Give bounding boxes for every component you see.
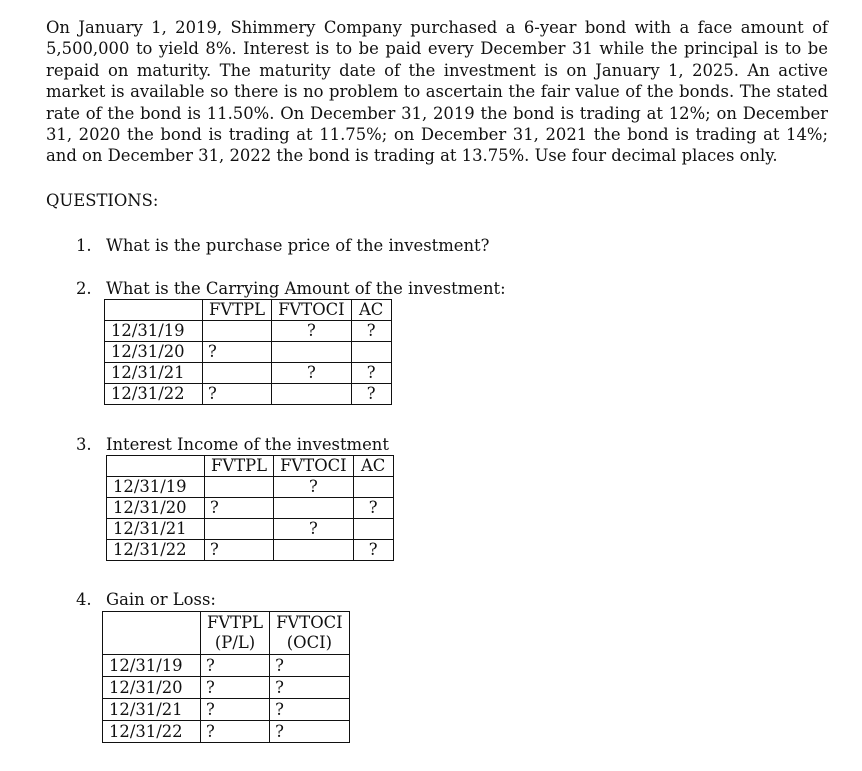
date-cell: 12/31/21: [107, 519, 205, 540]
question-text: What is the Carrying Amount of the investment:: [106, 279, 506, 298]
table-row: [105, 321, 392, 342]
fvtpl-cell: ?: [201, 655, 270, 677]
fvtoci-cell: ?: [272, 363, 352, 384]
fvtpl-cell: ?: [201, 699, 270, 721]
date-cell: 12/31/19: [105, 321, 203, 342]
table-row: [107, 519, 394, 540]
question-number: 4.: [76, 590, 92, 609]
question-number: 2.: [76, 279, 92, 298]
date-cell: 12/31/20: [103, 677, 201, 699]
date-cell: 12/31/19: [103, 655, 201, 677]
table-row: [107, 540, 394, 561]
column-header: FVTOCI: [274, 456, 354, 477]
column-header-line: FVTPL: [207, 613, 264, 632]
table-row: [103, 655, 350, 677]
date-cell: 12/31/19: [107, 477, 205, 498]
column-header: AC: [353, 456, 393, 477]
problem-statement: On January 1, 2019, Shimmery Company purchased a 6-year bond with a face amount of 5,500,000 to yield 8%. Interest is to be paid every December 31 while the principal is to be repaid on maturity. The maturity date of the investment is on January 1, 2025. An active market is available so there is no problem to ascertain the fair value of the bonds. The stated rate of the bond is 11.50%. On December 31, 2019 the bond is trading at 12%; on December 31, 2020 the bond is trading at 11.75%; on December 31, 2021 the bond is trading at 14%; and on December 31, 2022 the bond is trading at 13.75%. Use four decimal places only.: [46, 18, 828, 166]
table-row: [107, 498, 394, 519]
column-header: FVTOCI: [272, 300, 352, 321]
table-header-row: [105, 300, 392, 321]
column-header-line: (P/L): [214, 633, 256, 652]
header-blank-cell: [107, 456, 205, 477]
header-blank-cell: [103, 612, 201, 655]
date-cell: 12/31/20: [107, 498, 205, 519]
date-cell: 12/31/20: [105, 342, 203, 363]
table-row: [103, 721, 350, 743]
fvtoci-cell: [274, 498, 354, 519]
column-header: AC: [351, 300, 391, 321]
fvtpl-cell: [205, 519, 274, 540]
question-number: 1.: [76, 236, 92, 255]
ac-cell: ?: [351, 321, 391, 342]
ac-cell: ?: [351, 384, 391, 405]
fvtoci-cell: [272, 384, 352, 405]
ac-cell: ?: [353, 540, 393, 561]
question-number: 3.: [76, 435, 92, 454]
column-header: [270, 612, 350, 655]
date-cell: 12/31/22: [103, 721, 201, 743]
fvtpl-cell: [203, 363, 272, 384]
fvtoci-cell: ?: [270, 721, 350, 743]
date-cell: 12/31/22: [105, 384, 203, 405]
column-header: FVTPL: [205, 456, 274, 477]
question-text: Gain or Loss:: [106, 590, 216, 609]
column-header: FVTPL: [203, 300, 272, 321]
question-text: Interest Income of the investment: [106, 435, 389, 454]
table-row: [105, 384, 392, 405]
date-cell: 12/31/22: [107, 540, 205, 561]
table-row: [105, 363, 392, 384]
date-cell: 12/31/21: [105, 363, 203, 384]
ac-cell: ?: [351, 363, 391, 384]
table-header-row: [103, 612, 350, 655]
ac-cell: [353, 519, 393, 540]
table-row: [105, 342, 392, 363]
fvtpl-cell: ?: [205, 540, 274, 561]
table-header-row: [107, 456, 394, 477]
ac-cell: ?: [353, 498, 393, 519]
questions-heading: QUESTIONS:: [46, 191, 159, 210]
column-header-line: (OCI): [286, 633, 332, 652]
interest-income-table: [106, 455, 394, 561]
column-header: [201, 612, 270, 655]
fvtoci-cell: ?: [270, 655, 350, 677]
fvtpl-cell: ?: [201, 677, 270, 699]
header-blank-cell: [105, 300, 203, 321]
fvtoci-cell: ?: [270, 677, 350, 699]
table-row: [107, 477, 394, 498]
fvtpl-cell: ?: [203, 342, 272, 363]
ac-cell: [351, 342, 391, 363]
fvtoci-cell: ?: [274, 477, 354, 498]
gain-or-loss-table: [102, 611, 350, 743]
fvtpl-cell: ?: [203, 384, 272, 405]
carrying-amount-table: [104, 299, 392, 405]
date-cell: 12/31/21: [103, 699, 201, 721]
ac-cell: [353, 477, 393, 498]
fvtoci-cell: ?: [272, 321, 352, 342]
fvtoci-cell: [272, 342, 352, 363]
fvtpl-cell: [205, 477, 274, 498]
table-row: [103, 699, 350, 721]
fvtoci-cell: ?: [274, 519, 354, 540]
fvtoci-cell: [274, 540, 354, 561]
column-header-line: FVTOCI: [276, 613, 343, 632]
question-text: What is the purchase price of the investment?: [106, 236, 490, 255]
fvtpl-cell: [203, 321, 272, 342]
fvtpl-cell: ?: [205, 498, 274, 519]
fvtoci-cell: ?: [270, 699, 350, 721]
table-row: [103, 677, 350, 699]
fvtpl-cell: ?: [201, 721, 270, 743]
